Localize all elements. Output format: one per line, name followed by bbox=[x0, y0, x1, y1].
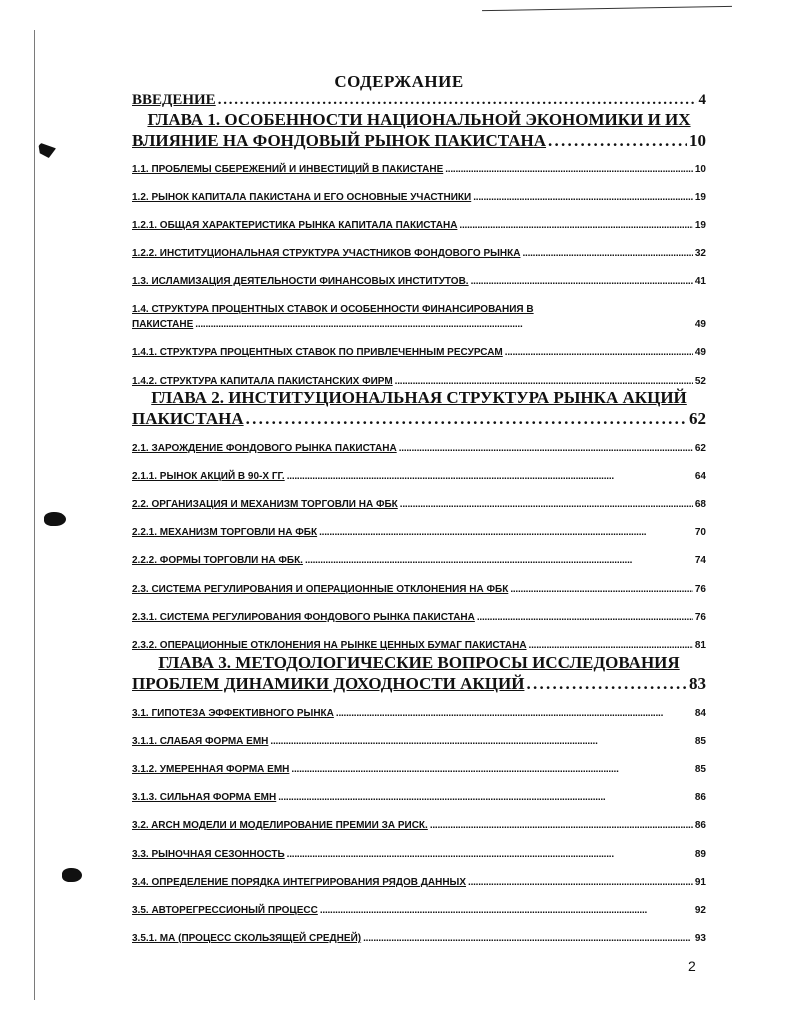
toc-entry-chapter-3[interactable] bbox=[132, 674, 706, 694]
toc-page-number: 62 bbox=[694, 443, 706, 454]
toc-entry-title: 3.1. ГИПОТЕЗА ЭФФЕКТИВНОГО РЫНКА bbox=[132, 708, 334, 719]
toc-page-number: 85 bbox=[694, 736, 706, 747]
toc-entry-1-4-1[interactable] bbox=[132, 347, 706, 358]
dot-leader bbox=[320, 905, 693, 916]
toc-page-number: 83 bbox=[689, 674, 706, 693]
toc-page-number: 32 bbox=[694, 248, 706, 259]
toc-entry-title: 2.1.1. РЫНОК АКЦИЙ В 90-Х ГГ. bbox=[132, 471, 285, 482]
toc-entry-3-5[interactable] bbox=[132, 905, 706, 916]
toc-entry-title: 1.4.1. СТРУКТУРА ПРОЦЕНТНЫХ СТАВОК ПО ПРИВЛЕЧЕННЫМ РЕСУРСАМ bbox=[132, 347, 503, 358]
toc-entry-title: ПАКИСТАНА bbox=[132, 409, 244, 428]
dot-leader bbox=[400, 499, 693, 510]
toc-entry-3-1[interactable] bbox=[132, 708, 706, 719]
toc-entry-title: 2.2.1. МЕХАНИЗМ ТОРГОВЛИ НА ФБК bbox=[132, 527, 318, 538]
toc-entry-title: 1.1. ПРОБЛЕМЫ СБЕРЕЖЕНИЙ И ИНВЕСТИЦИЙ В ПАКИСТАНЕ bbox=[132, 164, 444, 175]
dot-leader bbox=[287, 471, 693, 482]
toc-entry-2-3[interactable] bbox=[132, 584, 706, 595]
dot-leader bbox=[336, 708, 693, 719]
toc-entry-2-1[interactable] bbox=[132, 443, 706, 454]
toc-entry-title: 3.5. АВТОРЕГРЕССИОНЫЙ ПРОЦЕСС bbox=[132, 905, 318, 916]
page-number: 2 bbox=[688, 958, 696, 974]
toc-page-number: 19 bbox=[694, 220, 706, 231]
toc-entry-3-1-3[interactable] bbox=[132, 792, 706, 803]
toc-page-number: 41 bbox=[694, 276, 706, 287]
toc-entry-title: ПРОБЛЕМ ДИНАМИКИ ДОХОДНОСТИ АКЦИЙ bbox=[132, 674, 525, 693]
dot-leader bbox=[270, 736, 692, 747]
toc-entry-1-2[interactable] bbox=[132, 192, 706, 203]
chapter-2-heading[interactable]: ГЛАВА 2. ИНСТИТУЦИОНАЛЬНАЯ СТРУКТУРА РЫНКА АКЦИЙ bbox=[151, 388, 687, 407]
scan-top-line bbox=[482, 6, 732, 11]
dot-leader bbox=[395, 376, 693, 387]
dot-leader bbox=[246, 409, 687, 429]
scan-blot bbox=[44, 512, 66, 526]
toc-entry-1-2-2[interactable] bbox=[132, 248, 706, 259]
dot-leader bbox=[526, 674, 687, 694]
toc-entry-2-2[interactable] bbox=[132, 499, 706, 510]
toc-entry-title: 2.1. ЗАРОЖДЕНИЕ ФОНДОВОГО РЫНКА ПАКИСТАНА bbox=[132, 443, 397, 454]
toc-page-number: 49 bbox=[694, 319, 706, 330]
toc-entry-chapter-1[interactable] bbox=[132, 131, 706, 151]
toc-entry-title: 3.4. ОПРЕДЕЛЕНИЕ ПОРЯДКА ИНТЕГРИРОВАНИЯ РЯДОВ ДАННЫХ bbox=[132, 877, 467, 888]
toc-page-number: 89 bbox=[694, 849, 706, 860]
dot-leader bbox=[287, 849, 693, 860]
toc-entry-title: ВВЕДЕНИЕ bbox=[132, 92, 216, 108]
toc-page-number: 68 bbox=[694, 499, 706, 510]
toc-entry-3-2[interactable] bbox=[132, 820, 706, 831]
toc-entry-2-3-2[interactable] bbox=[132, 640, 706, 651]
toc-entry-title: 1.2.2. ИНСТИТУЦИОНАЛЬНАЯ СТРУКТУРА УЧАСТНИКОВ ФОНДОВОГО РЫНКА bbox=[132, 248, 521, 259]
dot-leader bbox=[195, 319, 693, 330]
toc-entry-title: 2.3. СИСТЕМА РЕГУЛИРОВАНИЯ И ОПЕРАЦИОННЫЕ ОТКЛОНЕНИЯ НА ФБК bbox=[132, 584, 509, 595]
dot-leader bbox=[473, 192, 693, 203]
dot-leader bbox=[218, 92, 697, 109]
toc-entry-3-1-2[interactable] bbox=[132, 764, 706, 775]
toc-entry-3-3[interactable] bbox=[132, 849, 706, 860]
dot-leader bbox=[363, 933, 693, 944]
toc-page-number: 84 bbox=[694, 708, 706, 719]
toc-entry-title: 3.5.1. МА (ПРОЦЕСС СКОЛЬЗЯЩЕЙ СРЕДНЕЙ) bbox=[132, 933, 362, 944]
toc-entry-chapter-2[interactable] bbox=[132, 409, 706, 429]
toc-entry-title: ВЛИЯНИЕ НА ФОНДОВЫЙ РЫНОК ПАКИСТАНА bbox=[132, 131, 547, 150]
toc-entry-title: 2.2.2. ФОРМЫ ТОРГОВЛИ НА ФБК. bbox=[132, 555, 303, 566]
toc-entry-title: 1.3. ИСЛАМИЗАЦИЯ ДЕЯТЕЛЬНОСТИ ФИНАНСОВЫХ ИНСТИТУТОВ. bbox=[132, 276, 469, 287]
toc-page-number: 64 bbox=[694, 471, 706, 482]
toc-entry-title: 2.3.1. СИСТЕМА РЕГУЛИРОВАНИЯ ФОНДОВОГО РЫНКА ПАКИСТАНА bbox=[132, 612, 475, 623]
toc-page-number: 76 bbox=[694, 612, 706, 623]
scan-edge-line bbox=[34, 30, 35, 1000]
toc-entry-1-1[interactable] bbox=[132, 164, 706, 175]
dot-leader bbox=[278, 792, 693, 803]
toc-page-number: 62 bbox=[689, 409, 706, 428]
dot-leader bbox=[399, 443, 693, 454]
dot-leader bbox=[477, 612, 693, 623]
toc-entry-1-2-1[interactable] bbox=[132, 220, 706, 231]
toc-entry-title: 2.3.2. ОПЕРАЦИОННЫЕ ОТКЛОНЕНИЯ НА РЫНКЕ ЦЕННЫХ БУМАГ ПАКИСТАНА bbox=[132, 640, 527, 651]
toc-page-number: 91 bbox=[694, 877, 706, 888]
dot-leader bbox=[510, 584, 693, 595]
dot-leader bbox=[430, 820, 693, 831]
toc-page-number: 86 bbox=[694, 792, 706, 803]
toc-entry-title: 3.1.2. УМЕРЕННАЯ ФОРМА ЕМН bbox=[132, 764, 290, 775]
toc-page-number: 93 bbox=[694, 933, 706, 944]
toc-page-number: 19 bbox=[694, 192, 706, 203]
toc-entry-3-5-1[interactable] bbox=[132, 933, 706, 944]
toc-page-number: 10 bbox=[694, 164, 706, 175]
scan-blot bbox=[38, 142, 56, 158]
toc-entry-title: 2.2. ОРГАНИЗАЦИЯ И МЕХАНИЗМ ТОРГОВЛИ НА ФБК bbox=[132, 499, 398, 510]
toc-entry-3-4[interactable] bbox=[132, 877, 706, 888]
toc-page-number: 4 bbox=[698, 92, 706, 108]
dot-leader bbox=[529, 640, 693, 651]
toc-page-number: 52 bbox=[694, 376, 706, 387]
dot-leader bbox=[459, 220, 692, 231]
toc-entry-1-4-line1[interactable]: 1.4. СТРУКТУРА ПРОЦЕНТНЫХ СТАВОК И ОСОБЕННОСТИ ФИНАНСИРОВАНИЯ В bbox=[132, 304, 534, 315]
toc-entry-2-1-1[interactable] bbox=[132, 471, 706, 482]
dot-leader bbox=[505, 347, 693, 358]
toc-entry-2-2-1[interactable] bbox=[132, 527, 706, 538]
toc-page-number: 10 bbox=[689, 131, 706, 150]
toc-page-number: 92 bbox=[694, 905, 706, 916]
toc-page-number: 81 bbox=[694, 640, 706, 651]
dot-leader bbox=[468, 877, 693, 888]
toc-entry-3-1-1[interactable] bbox=[132, 736, 706, 747]
dot-leader bbox=[548, 131, 687, 151]
toc-entry-1-4-2[interactable] bbox=[132, 376, 706, 387]
scan-blot bbox=[62, 868, 82, 882]
toc-entry-2-3-1[interactable] bbox=[132, 612, 706, 623]
toc-entry-title: ПАКИСТАНЕ bbox=[132, 319, 194, 330]
toc-entry-title: 3.1.3. СИЛЬНАЯ ФОРМА ЕМН bbox=[132, 792, 277, 803]
toc-entry-1-3[interactable] bbox=[132, 276, 706, 287]
dot-leader bbox=[319, 527, 693, 538]
toc-entry-title: 3.3. РЫНОЧНАЯ СЕЗОННОСТЬ bbox=[132, 849, 285, 860]
toc-entry-2-2-2[interactable] bbox=[132, 555, 706, 566]
toc-page-number: 74 bbox=[694, 555, 706, 566]
toc-page-number: 70 bbox=[694, 527, 706, 538]
chapter-1-heading[interactable]: ГЛАВА 1. ОСОБЕННОСТИ НАЦИОНАЛЬНОЙ ЭКОНОМИКИ И ИХ bbox=[147, 110, 691, 129]
toc-entry-title: 1.2.1. ОБЩАЯ ХАРАКТЕРИСТИКА РЫНКА КАПИТАЛА ПАКИСТАНА bbox=[132, 220, 458, 231]
dot-leader bbox=[445, 164, 693, 175]
toc-entry-title: 1.2. РЫНОК КАПИТАЛА ПАКИСТАНА И ЕГО ОСНОВНЫЕ УЧАСТНИКИ bbox=[132, 192, 472, 203]
dot-leader bbox=[471, 276, 693, 287]
toc-page-number: 76 bbox=[694, 584, 706, 595]
toc-entry-title: 3.1.1. СЛАБАЯ ФОРМА ЕМН bbox=[132, 736, 269, 747]
toc-entry-title: 1.4.2. СТРУКТУРА КАПИТАЛА ПАКИСТАНСКИХ ФИРМ bbox=[132, 376, 393, 387]
chapter-3-heading[interactable]: ГЛАВА 3. МЕТОДОЛОГИЧЕСКИЕ ВОПРОСЫ ИССЛЕДОВАНИЯ bbox=[158, 653, 680, 672]
page-title: СОДЕРЖАНИЕ bbox=[334, 72, 464, 91]
dot-leader bbox=[522, 248, 692, 259]
toc-entry-1-4[interactable] bbox=[132, 319, 706, 330]
dot-leader bbox=[291, 764, 692, 775]
toc-page-number: 85 bbox=[694, 764, 706, 775]
toc-entry-intro[interactable] bbox=[132, 92, 706, 109]
toc-entry-title: 3.2. ARCH МОДЕЛИ И МОДЕЛИРОВАНИЕ ПРЕМИИ ЗА РИСК. bbox=[132, 820, 428, 831]
toc-page-number: 86 bbox=[694, 820, 706, 831]
toc-page-number: 49 bbox=[694, 347, 706, 358]
dot-leader bbox=[305, 555, 693, 566]
